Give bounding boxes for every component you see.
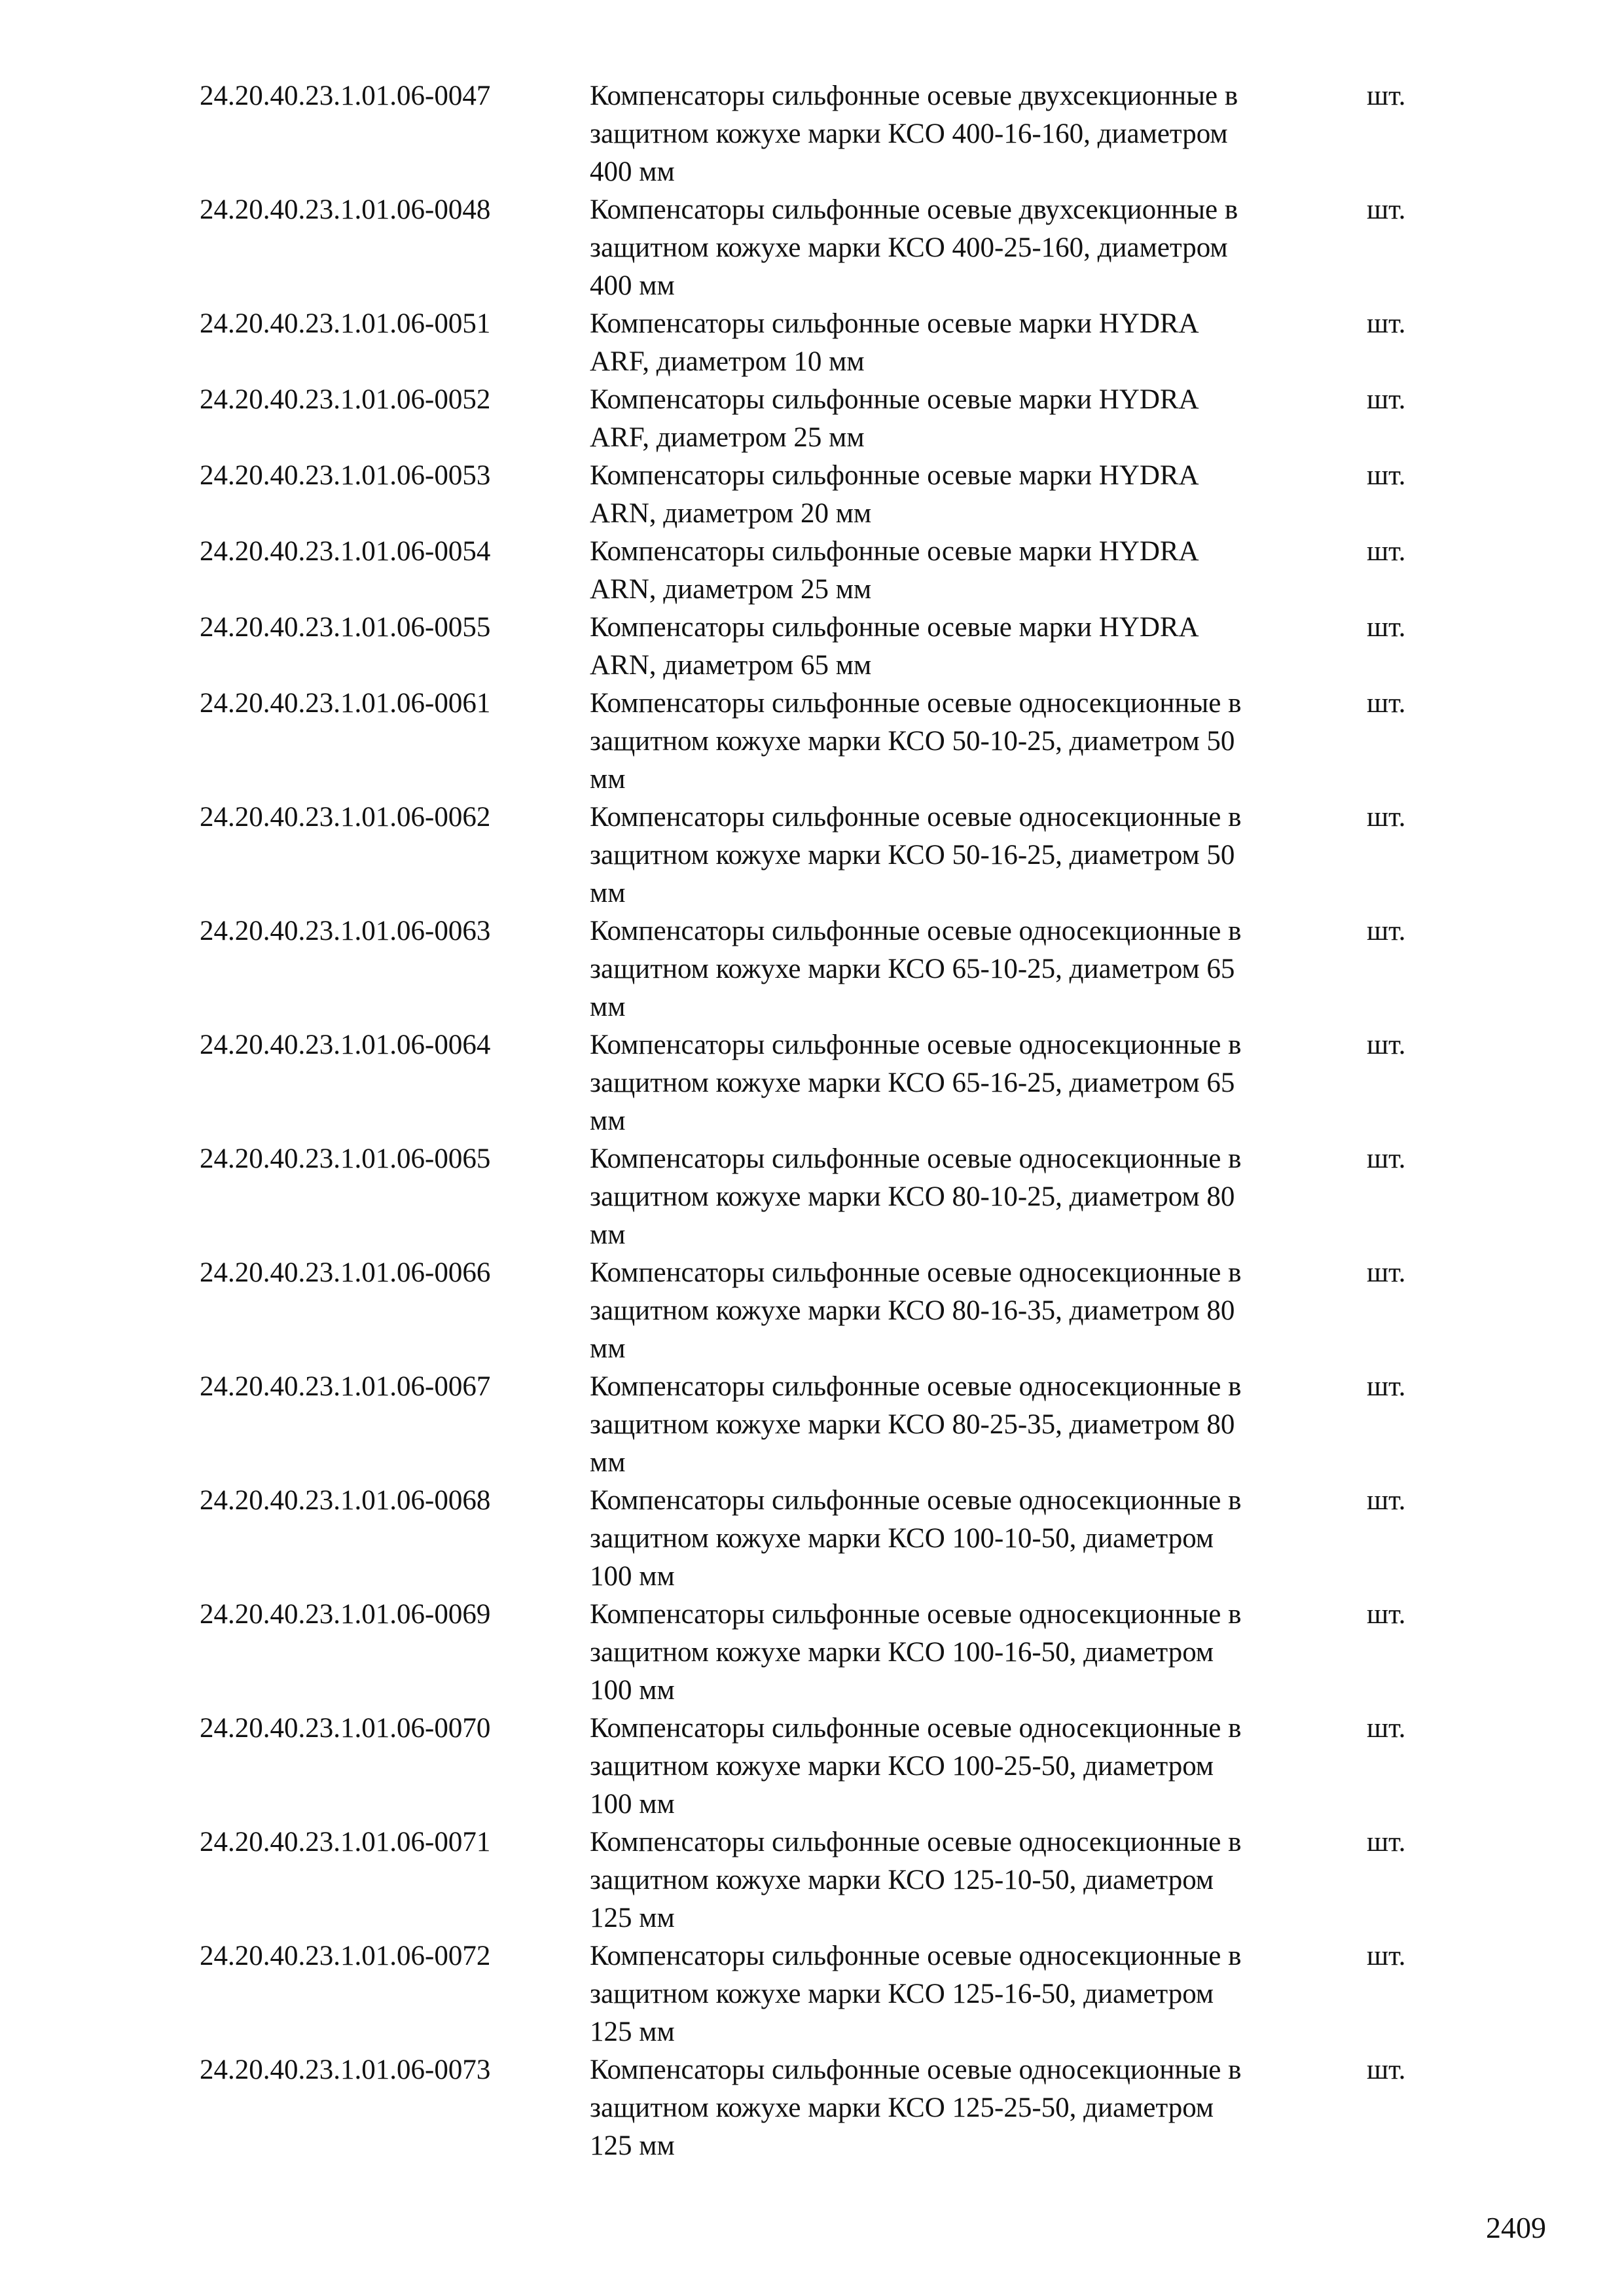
catalog-entry bbox=[200, 191, 1443, 305]
entry-description: Компенсаторы сильфонные осевые марки HYDRA ARF, диаметром 10 мм bbox=[590, 308, 1199, 377]
entry-unit: шт. bbox=[1367, 1257, 1406, 1288]
entry-unit: шт. bbox=[1367, 688, 1406, 719]
entry-code: 24.20.40.23.1.01.06-0071 bbox=[200, 1827, 491, 1857]
page-number: 2409 bbox=[1486, 2211, 1546, 2244]
catalog-entry bbox=[200, 1482, 1443, 1596]
entry-unit: шт. bbox=[1367, 384, 1406, 415]
catalog-entry bbox=[200, 1823, 1443, 1937]
entry-description: Компенсаторы сильфонные осевые марки HYDRA ARN, диаметром 25 мм bbox=[590, 536, 1199, 605]
entry-description: Компенсаторы сильфонные осевые односекционные в защитном кожухе марки КСО 65-16-25, диаметром 65 мм bbox=[590, 1030, 1242, 1136]
entry-code: 24.20.40.23.1.01.06-0048 bbox=[200, 194, 491, 225]
entry-description: Компенсаторы сильфонные осевые односекционные в защитном кожухе марки КСО 50-10-25, диаметром 50 мм bbox=[590, 688, 1242, 795]
entry-description: Компенсаторы сильфонные осевые односекционные в защитном кожухе марки КСО 125-25-50, диаметром 125 мм bbox=[590, 2054, 1242, 2161]
entry-code: 24.20.40.23.1.01.06-0061 bbox=[200, 688, 491, 719]
entry-code: 24.20.40.23.1.01.06-0053 bbox=[200, 460, 491, 491]
catalog-entry bbox=[200, 1710, 1443, 1823]
entry-unit: шт. bbox=[1367, 802, 1406, 833]
entry-unit: шт. bbox=[1367, 194, 1406, 225]
entry-description: Компенсаторы сильфонные осевые односекционные в защитном кожухе марки КСО 65-10-25, диаметром 65 мм bbox=[590, 916, 1242, 1022]
entry-description: Компенсаторы сильфонные осевые односекционные в защитном кожухе марки КСО 50-16-25, диаметром 50 мм bbox=[590, 802, 1242, 908]
entry-unit: шт. bbox=[1367, 81, 1406, 111]
entry-code: 24.20.40.23.1.01.06-0073 bbox=[200, 2054, 491, 2085]
catalog-entry bbox=[200, 798, 1443, 912]
catalog-entry bbox=[200, 1596, 1443, 1710]
catalog-entry bbox=[200, 1368, 1443, 1482]
entry-description: Компенсаторы сильфонные осевые односекционные в защитном кожухе марки КСО 100-16-50, диаметром 100 мм bbox=[590, 1599, 1242, 1706]
entry-unit: шт. bbox=[1367, 536, 1406, 567]
entry-unit: шт. bbox=[1367, 1485, 1406, 1516]
catalog-entry bbox=[200, 2051, 1443, 2165]
entry-code: 24.20.40.23.1.01.06-0047 bbox=[200, 81, 491, 111]
catalog-entry bbox=[200, 1140, 1443, 1254]
entry-code: 24.20.40.23.1.01.06-0054 bbox=[200, 536, 491, 567]
entry-description: Компенсаторы сильфонные осевые односекционные в защитном кожухе марки КСО 100-10-50, диаметром 100 мм bbox=[590, 1485, 1242, 1592]
entry-description: Компенсаторы сильфонные осевые двухсекционные в защитном кожухе марки КСО 400-16-160, диаметром 400 мм bbox=[590, 81, 1238, 187]
entry-code: 24.20.40.23.1.01.06-0068 bbox=[200, 1485, 491, 1516]
entry-unit: шт. bbox=[1367, 1713, 1406, 1744]
catalog-entry bbox=[200, 77, 1443, 191]
entry-unit: шт. bbox=[1367, 1599, 1406, 1630]
entry-description: Компенсаторы сильфонные осевые марки HYDRA ARN, диаметром 20 мм bbox=[590, 460, 1199, 529]
entry-code: 24.20.40.23.1.01.06-0065 bbox=[200, 1143, 491, 1174]
entry-code: 24.20.40.23.1.01.06-0072 bbox=[200, 1941, 491, 1971]
entry-unit: шт. bbox=[1367, 460, 1406, 491]
entry-code: 24.20.40.23.1.01.06-0064 bbox=[200, 1030, 491, 1060]
entry-unit: шт. bbox=[1367, 1143, 1406, 1174]
catalog-entry bbox=[200, 1026, 1443, 1140]
catalog-entry bbox=[200, 381, 1443, 457]
entry-description: Компенсаторы сильфонные осевые односекционные в защитном кожухе марки КСО 80-25-35, диаметром 80 мм bbox=[590, 1371, 1242, 1478]
entry-unit: шт. bbox=[1367, 1371, 1406, 1402]
entry-description: Компенсаторы сильфонные осевые односекционные в защитном кожухе марки КСО 125-16-50, диаметром 125 мм bbox=[590, 1941, 1242, 2047]
entry-code: 24.20.40.23.1.01.06-0070 bbox=[200, 1713, 491, 1744]
entry-unit: шт. bbox=[1367, 2054, 1406, 2085]
catalog-listing bbox=[200, 77, 1443, 2165]
entry-code: 24.20.40.23.1.01.06-0055 bbox=[200, 612, 491, 643]
entry-code: 24.20.40.23.1.01.06-0052 bbox=[200, 384, 491, 415]
catalog-entry bbox=[200, 912, 1443, 1026]
entry-unit: шт. bbox=[1367, 1030, 1406, 1060]
entry-unit: шт. bbox=[1367, 1827, 1406, 1857]
entry-unit: шт. bbox=[1367, 308, 1406, 339]
catalog-entry bbox=[200, 1937, 1443, 2051]
entry-description: Компенсаторы сильфонные осевые двухсекционные в защитном кожухе марки КСО 400-25-160, диаметром 400 мм bbox=[590, 194, 1238, 301]
entry-code: 24.20.40.23.1.01.06-0063 bbox=[200, 916, 491, 946]
entry-code: 24.20.40.23.1.01.06-0066 bbox=[200, 1257, 491, 1288]
entry-unit: шт. bbox=[1367, 916, 1406, 946]
entry-unit: шт. bbox=[1367, 1941, 1406, 1971]
catalog-entry bbox=[200, 609, 1443, 685]
entry-description: Компенсаторы сильфонные осевые марки HYDRA ARF, диаметром 25 мм bbox=[590, 384, 1199, 453]
catalog-entry bbox=[200, 685, 1443, 798]
entry-code: 24.20.40.23.1.01.06-0051 bbox=[200, 308, 491, 339]
catalog-entry bbox=[200, 305, 1443, 381]
entry-description: Компенсаторы сильфонные осевые односекционные в защитном кожухе марки КСО 100-25-50, диаметром 100 мм bbox=[590, 1713, 1242, 1820]
entry-code: 24.20.40.23.1.01.06-0069 bbox=[200, 1599, 491, 1630]
entry-description: Компенсаторы сильфонные осевые односекционные в защитном кожухе марки КСО 80-10-25, диаметром 80 мм bbox=[590, 1143, 1242, 1250]
entry-description: Компенсаторы сильфонные осевые марки HYDRA ARN, диаметром 65 мм bbox=[590, 612, 1199, 681]
entry-code: 24.20.40.23.1.01.06-0062 bbox=[200, 802, 491, 833]
entry-description: Компенсаторы сильфонные осевые односекционные в защитном кожухе марки КСО 80-16-35, диаметром 80 мм bbox=[590, 1257, 1242, 1364]
catalog-entry bbox=[200, 457, 1443, 533]
entry-description: Компенсаторы сильфонные осевые односекционные в защитном кожухе марки КСО 125-10-50, диаметром 125 мм bbox=[590, 1827, 1242, 1933]
entry-code: 24.20.40.23.1.01.06-0067 bbox=[200, 1371, 491, 1402]
entry-unit: шт. bbox=[1367, 612, 1406, 643]
catalog-entry bbox=[200, 533, 1443, 609]
catalog-entry bbox=[200, 1254, 1443, 1368]
